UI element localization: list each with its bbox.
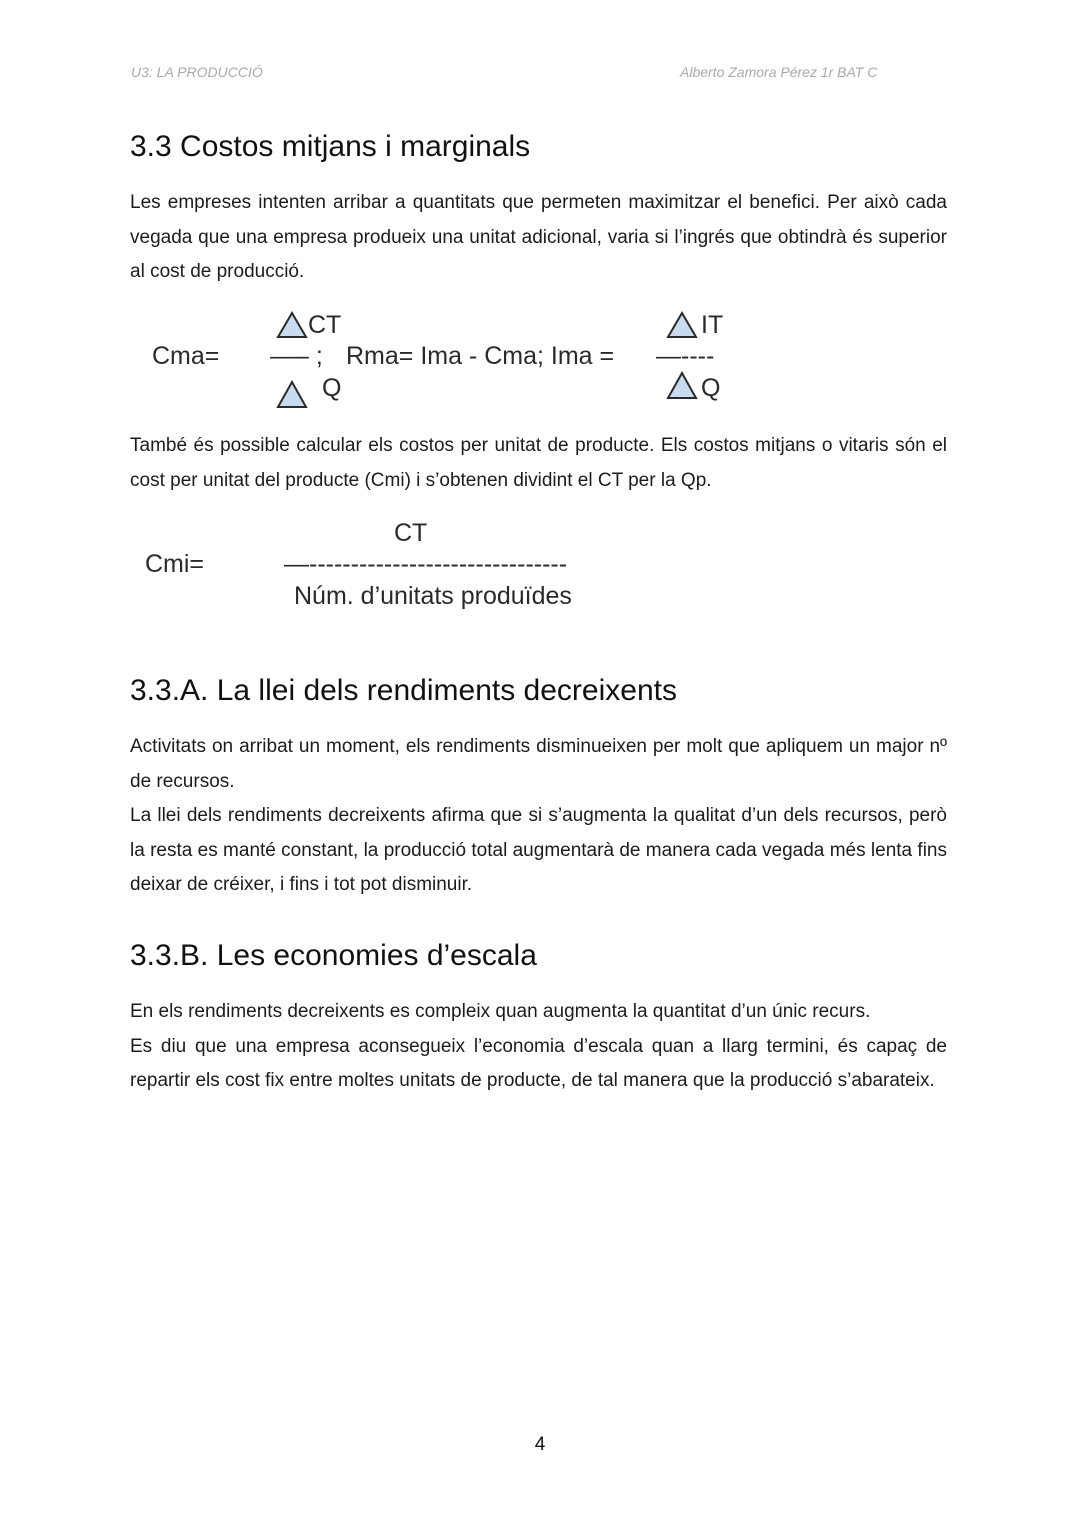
formula-denominator-left: Q [322,374,342,402]
section-title-3-3-a: 3.3.A. La llei dels rendiments decreixents [130,674,677,707]
formula-lhs: Cma= [152,342,220,370]
paragraph-text: En els rendiments decreixents es compleix quan augmenta la quantitat d’un únic recurs. [130,1001,871,1022]
paragraph-text: També és possible calcular els costos per unitat de producte. Els costos mitjans o vitaris són el cost per unitat del producte (Cmi) i s’obtenen dividint el CT per la Qp. [130,435,947,491]
section-3-3-b-body [130,995,947,1099]
section-title-3-3-b: 3.3.B. Les economies d’escala [130,939,537,972]
formula-lhs: Cmi= [145,550,205,578]
section-title-3-3: 3.3 Costos mitjans i marginals [130,130,531,163]
formula-denominator: Núm. d’unitats produïdes [294,582,572,610]
header-right: Alberto Zamora Pérez 1r BAT C [680,64,878,80]
delta-triangle-icon [276,311,308,339]
delta-triangle-icon [666,311,698,339]
formula-numerator-right: IT [701,311,724,339]
page-number: 4 [534,1434,546,1455]
formula-bar-right: —---- [656,342,715,370]
paragraph-text: Activitats on arribat un moment, els rendiments disminueixen per molt que apliquem un major nº de recursos. [130,736,947,792]
formula-bar: —------------------------------- [284,550,568,578]
formula-numerator-left: CT [308,311,342,339]
section-3-3-para2 [130,429,947,498]
paragraph-text: Les empreses intenten arribar a quantitats que permeten maximitzar el benefici. Per això cada vegada que una empresa produeix una unitat adicional, varia si l’ingrés que obtindrà és superior al cost de producció. [130,192,947,282]
header-left: U3: LA PRODUCCIÓ [131,64,263,80]
delta-triangle-icon [666,371,698,401]
formula-numerator: CT [394,519,428,547]
formula-bar-left: —– ; [270,342,323,370]
formula-middle: Rma= Ima - Cma; Ima = [346,342,615,370]
paragraph-text: La llei dels rendiments decreixents afirma que si s’augmenta la qualitat d’un dels recursos, però la resta es manté constant, la producció total augmentarà de manera cada vegada més lenta fins deixar de créixer, i fins i tot pot disminuir. [130,805,947,895]
section-3-3-para1 [130,186,947,290]
paragraph-text: Es diu que una empresa aconsegueix l’economia d’escala quan a llarg termini, és capaç de repartir els cost fix entre moltes unitats de producte, de tal manera que la producció s’abarateix. [130,1035,947,1091]
section-3-3-a-body [130,730,947,903]
delta-triangle-icon [276,380,308,410]
formula-denominator-right: Q [701,374,721,402]
